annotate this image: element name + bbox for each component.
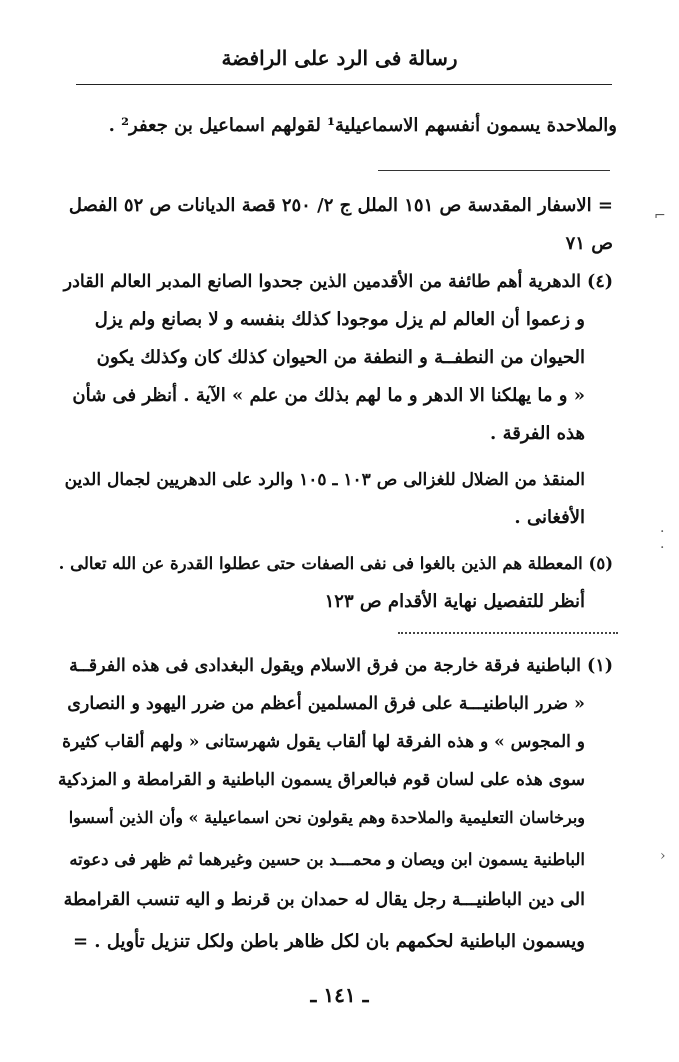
footnote-line: و المجوس » و هذه الفرقة لها ألقاب يقول شهرستانى « ولهم ألقاب كثيرة <box>62 732 585 752</box>
margin-mark: › <box>660 848 666 864</box>
footnote-line: « و ما يهلكنا الا الدهر و ما لهم بذلك من علم » الآية . أنظر فى شأن <box>72 385 585 406</box>
footnote-line: الأفغانى . <box>514 507 585 528</box>
header-divider <box>76 84 612 85</box>
page-header-title: رسالة فى الرد على الرافضة <box>221 46 458 70</box>
footnote-line: (١) الباطنية فرقة خارجة من فرق الاسلام ويقول البغدادى فى هذه الفرقــة <box>69 656 613 676</box>
body-text-line: والملاحدة يسمون أنفسهم الاسماعيلية¹ لقولهم اسماعيل بن جعفر² . <box>108 115 617 136</box>
margin-mark: · <box>660 540 665 556</box>
footnote-line: و زعموا أن العالم لم يزل موجودا كذلك بنفسه و لا بصانع ولم يزل <box>94 309 585 330</box>
footnote-line: ص ٧١ <box>565 233 613 254</box>
margin-mark: · <box>660 524 665 540</box>
footnote-line: سوى هذه على لسان قوم فبالعراق يسمون الباطنية و القرامطة و المزدكية <box>57 770 585 790</box>
page-number: ـ ١٤١ ـ <box>310 983 369 1007</box>
footnote-line: ويسمون الباطنية لحكمهم بان لكل ظاهر باطن ولكل تنزيل تأويل . = <box>72 931 585 952</box>
footnote-line: المنقذ من الضلال للغزالى ص ١٠٣ ـ ١٠٥ والرد على الدهريين لجمال الدين <box>64 470 585 490</box>
footnote-divider <box>378 170 610 171</box>
footnote-line: هذه الفرقة . <box>490 423 585 444</box>
margin-mark: ⌐ <box>654 208 666 224</box>
footnote-line: = الاسفار المقدسة ص ١٥١ الملل ج ٢/ ٢٥٠ قصة الديانات ص ٥٢ الفصل <box>68 195 613 216</box>
footnote-line: الباطنية يسمون ابن ويصان و محمـــد بن حسين وغيرهما ثم ظهر فى دعوته <box>69 850 585 869</box>
footnote-line: (٤) الدهرية أهم طائفة من الأقدمين الذين جحدوا الصانع المدبر العالم القادر <box>63 272 613 292</box>
footnote-line: أنظر للتفصيل نهاية الأقدام ص ١٢٣ <box>324 591 585 612</box>
footnote-line: (٥) المعطلة هم الذين بالغوا فى نفى الصفات حتى عطلوا القدرة عن الله تعالى . <box>58 554 613 573</box>
footnote-line: الى دين الباطنيـــة رجل يقال له حمدان بن قرنط و اليه تنسب القرامطة <box>63 890 585 910</box>
footnote-line: وبرخاسان التعليمية والملاحدة وهم يقولون نحن اسماعيلية » وأن الذين أسسوا <box>68 808 585 827</box>
footnote-wavy-divider <box>398 632 618 638</box>
footnote-line: « ضرر الباطنيـــة على فرق المسلمين أعظم من ضرر اليهود و النصارى <box>67 694 585 714</box>
footnote-line: الحيوان من النطفــة و النطفة من الحيوان كذلك كان وكذلك يكون <box>96 347 585 368</box>
